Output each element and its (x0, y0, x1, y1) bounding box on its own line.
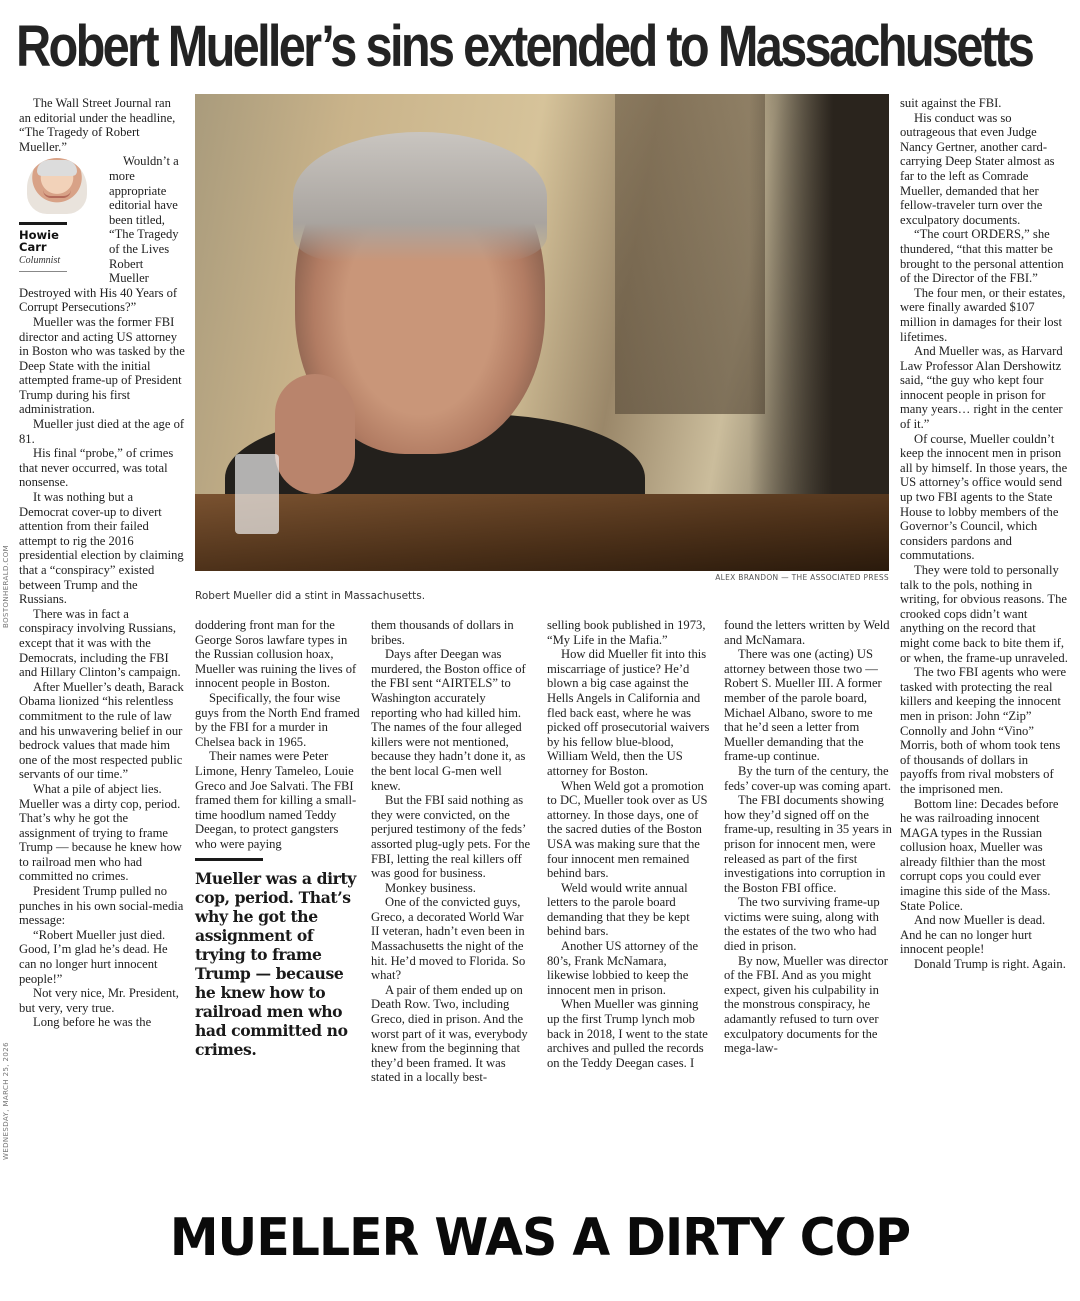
paragraph: A pair of them ended up on Death Row. Two, including Greco, died in prison. And the worst part of it was, everybody knew from the beginning that they’d been framed. It was stated in a locally best- (371, 982, 528, 1085)
paragraph: Donald Trump is right. Again. (914, 957, 1066, 972)
paragraph: Not very nice, Mr. President, but very, very true. (19, 986, 179, 1015)
paragraph: His final “probe,” of crimes that never occurred, was total nonsense. (19, 446, 174, 490)
paragraph: What a pile of abject lies. Mueller was a dirty cop, period. That’s why he got the assignment of trying to frame Trump — because he knew how to railroad men who had committed no crimes. (19, 781, 182, 884)
paragraph: And Mueller was, as Harvard Law Professor Alan Dershowitz said, “the guy who kept four innocent people in prison for many years… right in the center of it.” (900, 344, 1063, 432)
paragraph: suit against the FBI. (900, 96, 1002, 110)
paragraph: When Mueller was ginning up the first Trump lynch mob back in 2018, I went to the state archives and pulled the records on the Teddy Deegan cases. I (547, 997, 708, 1070)
author-last-name: Carr (19, 240, 47, 255)
photo-caption: Robert Mueller did a stint in Massachusetts. (195, 590, 426, 602)
paragraph: The four men, or their estates, were finally awarded $107 million in damages for their lost lifetimes. (900, 285, 1066, 344)
divider (19, 222, 67, 225)
paragraph: When Weld got a promotion to DC, Mueller took over as US attorney. In those days, one of the sacred duties of the Boston USA was making sure that the four innocent men remained behind bars. (547, 778, 708, 881)
author-photo (27, 158, 87, 214)
paragraph: One of the convicted guys, Greco, a decorated World War II veteran, hadn’t even been in Massachusetts the night of the hit. He’d moved to Florida. So what? (371, 895, 526, 983)
paragraph: Their names were Peter Limone, Henry Tameleo, Louie Greco and Joe Salvati. The FBI framed them for killing a small-time hoodlum named Teddy Deegan, to protect gangsters who were paying (195, 749, 357, 851)
date-label: WEDNESDAY, MARCH 25, 2026 (2, 1042, 10, 1160)
article-column-3 (371, 618, 534, 1085)
paragraph: The Wall Street Journal ran an editorial under the headline, “The Tragedy of Robert Mueller.” (19, 96, 176, 154)
photo-subject-hand (275, 374, 355, 494)
paragraph: Bottom line: Decades before he was railroading innocent MAGA types in the Russian collusion hoax, Mueller was already filthier than the most corrupt cops you could ever imagine this side of the Mass. State Police. (900, 796, 1059, 913)
article-column-5 (724, 618, 892, 1056)
article-column-6 (900, 96, 1068, 972)
paragraph: Of course, Mueller couldn’t keep the innocent men in prison all by himself. In those years, the US attorney’s office would send up two FBI agents to the State House to lobby members of the Governor’s Council, which considers pardons and commutations. (900, 431, 1068, 563)
article-photo (195, 94, 889, 571)
article-column-2 (195, 618, 360, 1059)
paragraph: The FBI documents showing how they’d signed off on the frame-up, resulting in 35 years in prison for innocent men, were released as part of the first investigations into corruption in the Boston FBI office. (724, 793, 892, 895)
pull-quote: Mueller was a dirty cop, period. That’s why he got the assignment of trying to frame Trump — because he knew how to railroad men who had committed no crimes. (195, 868, 356, 1059)
paragraph: There was one (acting) US attorney between those two — Robert S. Mueller III. A former member of the parole board, Michael Albano, swore to me that he’d seen a letter from Mueller demanding that the frame-up continue. (724, 647, 882, 764)
paragraph: Another US attorney of the 80’s, Frank McNamara, likewise lobbied to keep the innocent men in prison. (547, 939, 699, 997)
paragraph: Weld would write annual letters to the parole board demanding that they be kept behind bars. (547, 880, 690, 939)
author-first-name: Howie (19, 228, 59, 243)
paragraph: them thousands of dollars in bribes. (371, 618, 514, 647)
paragraph: President Trump pulled no punches in his own social-media message: (19, 884, 184, 928)
photo-desk (195, 494, 889, 571)
paragraph: found the letters written by Weld and McNamara. (724, 618, 890, 647)
site-label: BOSTONHERALD.COM (2, 544, 10, 628)
photo-water-glass (235, 454, 279, 534)
paragraph: But the FBI said nothing as they were convicted, on the perjured testimony of the feds’ assorted plug-ugly pets. For the FBI, letting the real killers off was good for business. (371, 793, 531, 881)
paragraph: “The court ORDERS,” she thundered, “that this matter be brought to the personal attention of the Director of the FBI.” (900, 227, 1064, 286)
paragraph: His conduct was so outrageous that even Judge Nancy Gertner, another card-carrying Deep Stater almost as far to the left as Comrade Mueller, demanded that her fellow-traveler turn over the exculpatory documents. (900, 110, 1055, 227)
paragraph: Days after Deegan was murdered, the Boston office of the FBI sent “AIRTELS” to Washington accurately reporting who had killed him. The names of the four alleged killers were not mentioned, because they hadn’t done it, as the bent local G-men well knew. (371, 647, 526, 793)
author-box (19, 158, 103, 272)
paragraph: Wouldn’t a more appropriate editorial have been titled, “The Tragedy of the Lives Robert Mueller Destroyed with His 40 Years of Corrupt Persecutions?” (19, 154, 179, 315)
paragraph: Specifically, the four wise guys from the North End framed by the FBI for a murder in Chelsea back in 1965. (195, 690, 360, 749)
paragraph: By now, Mueller was director of the FBI. And as you might expect, given his culpability in the monstrous conspiracy, he adamantly refused to turn over exculpatory documents for the mega-law- (724, 953, 888, 1056)
paragraph: And now Mueller is dead. And he can no longer hurt innocent people! (900, 913, 1046, 957)
paragraph: It was nothing but a Democrat cover-up to divert attention from their failed attempt to rig the 2016 presidential election by claiming that a “conspiracy” existed between Trump and the Russians. (19, 490, 184, 607)
bottom-banner-caption: MUELLER WAS A DIRTY COP (169, 1208, 911, 1268)
paragraph: They were told to personally talk to the pols, nothing in writing, for obvious reasons. The crooked cops didn’t want anything on the record that might come back to bite them if, or when, the frame-up unraveled. (900, 563, 1068, 665)
paragraph: There was in fact a conspiracy involving Russians, except that it was with the Democrats, including the FBI and Hillary Clinton’s campaign. (19, 606, 181, 680)
paragraph: selling book published in 1973, “My Life in the Mafia.” (547, 618, 706, 647)
divider (195, 858, 263, 861)
paragraph: By the turn of the century, the feds’ cover-up was coming apart. (724, 763, 892, 793)
article-column-4 (547, 618, 710, 1070)
divider (19, 271, 67, 272)
photo-credit: ALEX BRANDON — THE ASSOCIATED PRESS (715, 573, 889, 582)
paragraph: The two surviving frame-up victims were suing, along with the estates of the two who had died in prison. (724, 895, 880, 954)
paragraph: doddering front man for the George Soros lawfare types in the Russian collusion hoax, Mueller was ruining the lives of innocent people in Boston. (195, 618, 357, 691)
paragraph: Mueller just died at the age of 81. (19, 417, 185, 446)
photo-subject-hair (293, 132, 547, 262)
author-name (19, 229, 103, 253)
paragraph: How did Mueller fit into this miscarriage of justice? He’d blown a big case against the Hells Angels in California and fled back east, where he was picked off prosecutorial waivers by his fellow blue-blood, William Weld, then the US attorney for Boston. (547, 647, 710, 778)
article-headline: Robert Mueller’s sins extended to Massachusetts (16, 14, 1033, 79)
paragraph: Monkey business. (385, 880, 476, 895)
author-role: Columnist (19, 255, 61, 267)
paragraph: Long before he was the (33, 1015, 152, 1030)
photo-background (615, 94, 765, 414)
paragraph: The two FBI agents who were tasked with protecting the real killers and keeping the innocent men in prison: John “Zip” Connolly and John “Vino” Morris, both of whom took tens of thousands of dollars in payoffs from rival mobsters of the imprisoned men. (900, 665, 1067, 796)
article-column-1 (19, 96, 185, 1030)
paragraph: Mueller was the former FBI director and acting US attorney in Boston who was tasked by the Deep State with the initial attempted frame-up of President Trump during his first administration. (19, 314, 185, 417)
paragraph: After Mueller’s death, Barack Obama lionized “his relentless commitment to the rule of law and his unwavering belief in our bedrock values that made him one of the most respected public servants of our time.” (19, 679, 184, 782)
paragraph: “Robert Mueller just died. Good, I’m glad he’s dead. He can no longer hurt innocent people!” (19, 927, 168, 986)
